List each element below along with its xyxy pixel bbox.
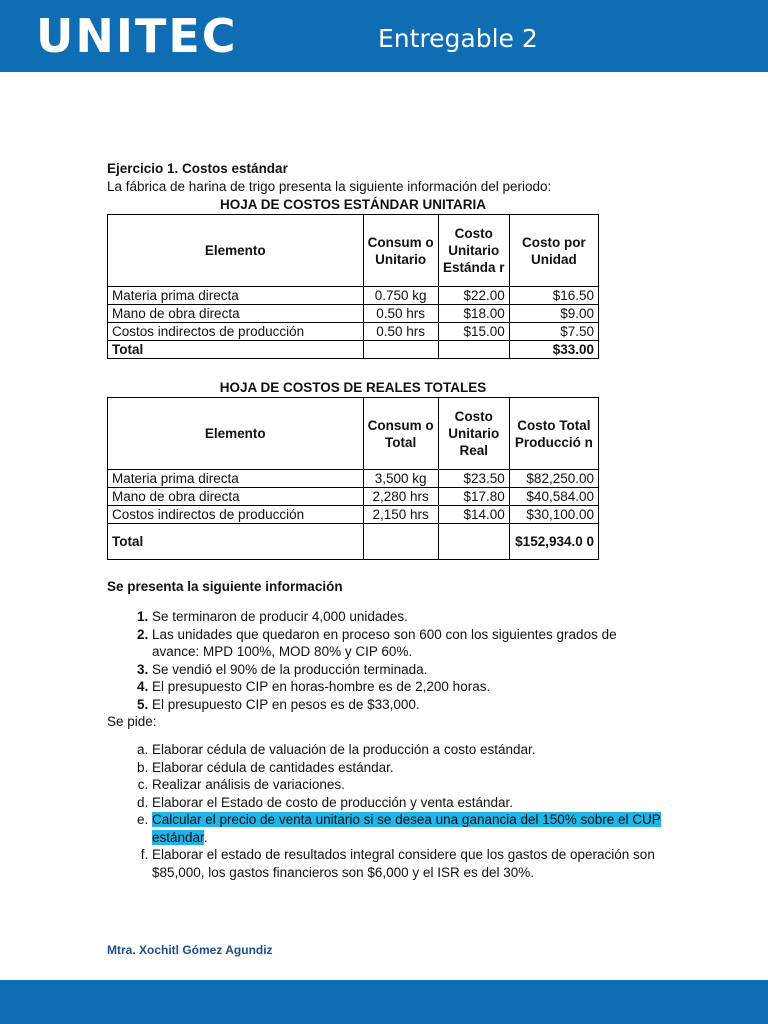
column-header: Costo Unitario Estánda r [438, 215, 509, 287]
table-cell: Mano de obra directa [108, 488, 364, 506]
list-item: 3. Se vendió el 90% de la producción terminada. [152, 661, 667, 679]
table-cell: $30,100.00 [509, 506, 598, 524]
column-header: Costo Unitario Real [438, 398, 509, 470]
total-label: Total [108, 524, 364, 560]
total-value: $152,934.0 0 [509, 524, 598, 560]
table-total-row [108, 341, 599, 359]
table-row [108, 470, 599, 488]
table-cell: $9.00 [509, 305, 598, 323]
table-header-row [108, 398, 599, 470]
table-cell: $40,584.00 [509, 488, 598, 506]
table-cell: $82,250.00 [509, 470, 598, 488]
list-item: a. Elaborar cédula de valuación de la producción a costo estándar. [152, 741, 667, 759]
table-cell [363, 341, 438, 359]
standard-cost-table [107, 214, 599, 359]
highlighted-text: Calcular el precio de venta unitario si se desea una ganancia del 150% sobre el CUP estándar [152, 812, 661, 845]
exercise-title: Ejercicio 1. Costos estándar [107, 161, 288, 176]
table-cell: 3,500 kg [363, 470, 438, 488]
table-cell: $22.00 [438, 287, 509, 305]
table-row [108, 323, 599, 341]
list-item-highlighted [152, 811, 667, 846]
table-cell: 0.50 hrs [363, 305, 438, 323]
table-cell: $15.00 [438, 323, 509, 341]
list-item: 4. El presupuesto CIP en horas-hombre es de 2,200 horas. [152, 678, 667, 696]
table-cell: $16.50 [509, 287, 598, 305]
column-header: Elemento [108, 398, 364, 470]
list-item: b. Elaborar cédula de cantidades estándar. [152, 759, 667, 777]
table-cell: Costos indirectos de producción [108, 506, 364, 524]
table-cell: $17.80 [438, 488, 509, 506]
table1-title: HOJA DE COSTOS ESTÁNDAR UNITARIA [219, 197, 487, 212]
document-body [107, 160, 667, 881]
column-header: Consum o Total [363, 398, 438, 470]
footer-bar [0, 980, 768, 1024]
info-title: Se presenta la siguiente información [107, 579, 343, 594]
list-item: c. Realizar análisis de variaciones. [152, 776, 667, 794]
table-cell: 2,150 hrs [363, 506, 438, 524]
list-item: 1. Se terminaron de producir 4,000 unidades. [152, 608, 667, 626]
table-cell: Mano de obra directa [108, 305, 364, 323]
table-cell: Costos indirectos de producción [108, 323, 364, 341]
table-cell [438, 524, 509, 560]
table-cell: $18.00 [438, 305, 509, 323]
exercise-intro: La fábrica de harina de trigo presenta la siguiente información del periodo: [107, 179, 552, 194]
list-item: f. Elaborar el estado de resultados integral considere que los gastos de operación son $85,000, los gastos financieros son $6,000 y el ISR es del 30%. [152, 846, 667, 881]
column-header: Costo por Unidad [509, 215, 598, 287]
total-value: $33.00 [509, 341, 598, 359]
trailing-period: . [203, 829, 208, 845]
list-item: 2. Las unidades que quedaron en proceso son 600 con los siguientes grados de avance: MPD 100%, MOD 80% y CIP 60%. [152, 626, 667, 661]
table-cell [363, 524, 438, 560]
tasks-list [107, 741, 667, 881]
table-cell: 2,280 hrs [363, 488, 438, 506]
table-cell: 0.50 hrs [363, 323, 438, 341]
table-cell: $7.50 [509, 323, 598, 341]
page-title: Entregable 2 [378, 24, 538, 53]
table2-title: HOJA DE COSTOS DE REALES TOTALES [219, 380, 487, 395]
table-cell [438, 341, 509, 359]
header-bar [0, 0, 768, 72]
column-header: Consum o Unitario [363, 215, 438, 287]
table-row [108, 506, 599, 524]
table-row [108, 488, 599, 506]
info-list [107, 608, 667, 713]
actual-cost-table [107, 397, 599, 560]
list-item: d. Elaborar el Estado de costo de producción y venta estándar. [152, 794, 667, 812]
table-cell: Materia prima directa [108, 470, 364, 488]
list-item: 5. El presupuesto CIP en pesos es de $33,000. [152, 696, 667, 714]
table-row [108, 305, 599, 323]
table-header-row [108, 215, 599, 287]
column-header: Elemento [108, 215, 364, 287]
table-cell: 0.750 kg [363, 287, 438, 305]
author-name: Mtra. Xochitl Gómez Agundiz [107, 943, 273, 957]
column-header: Costo Total Producció n [509, 398, 598, 470]
table-cell: $23.50 [438, 470, 509, 488]
tasks-intro: Se pide: [107, 714, 157, 729]
table-total-row [108, 524, 599, 560]
unitec-logo: UNITEC [36, 9, 238, 63]
table-cell: Materia prima directa [108, 287, 364, 305]
table-row [108, 287, 599, 305]
total-label: Total [108, 341, 364, 359]
table-cell: $14.00 [438, 506, 509, 524]
